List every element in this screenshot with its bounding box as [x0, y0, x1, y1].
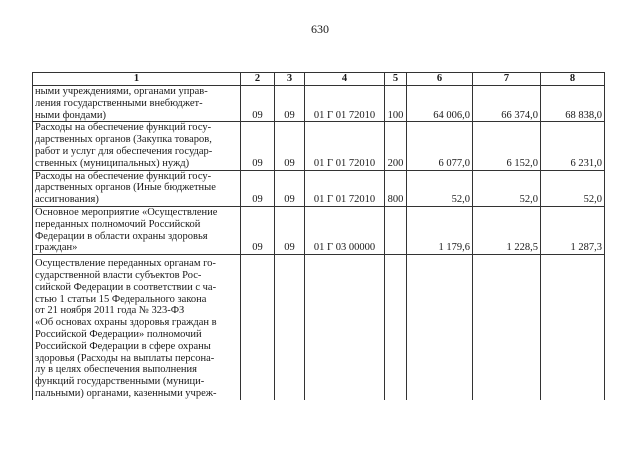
- description-line: ления государственными внебюджет-: [35, 97, 203, 109]
- page-number: 630: [311, 22, 329, 36]
- row-description: [33, 170, 241, 206]
- amount-year-3: [541, 255, 605, 400]
- amount-year-2: 1 228,5: [473, 206, 541, 254]
- section-code: 09: [241, 122, 275, 170]
- subsection-code: 09: [275, 86, 305, 122]
- budget-table: [32, 72, 605, 400]
- description-line: сударственной власти субъектов Рос-: [35, 269, 202, 281]
- description-line: дарственных органов (Закупка товаров,: [35, 134, 212, 146]
- description-line: «Об основах охраны здоровья граждан в: [35, 317, 217, 329]
- description-line: Федерации в области охраны здоровья: [35, 230, 208, 242]
- description-line: здоровья (Расходы на выплаты персона-: [35, 352, 215, 364]
- amount-year-1: 52,0: [407, 170, 473, 206]
- amount-year-3: 1 287,3: [541, 206, 605, 254]
- description-line: Расходы на обеспечение функций госу-: [35, 122, 212, 134]
- column-header: 3: [275, 73, 305, 86]
- table-row: [33, 170, 605, 206]
- expense-type-code: 800: [385, 170, 407, 206]
- description-line: ными учреждениями, органами управ-: [35, 86, 208, 97]
- amount-year-1: [407, 255, 473, 400]
- description-line: стью 1 статьи 15 Федерального закона: [35, 293, 207, 305]
- column-header: 8: [541, 73, 605, 86]
- amount-year-2: 6 152,0: [473, 122, 541, 170]
- section-code: 09: [241, 86, 275, 122]
- description-line: Российской Федерации» полномочий: [35, 328, 202, 340]
- target-article-code: 01 Г 01 72010: [305, 122, 385, 170]
- amount-year-1: 6 077,0: [407, 122, 473, 170]
- description-line: дарственных органов (Иные бюджетные: [35, 182, 216, 194]
- description-line: граждан»: [35, 242, 78, 254]
- amount-year-3: 6 231,0: [541, 122, 605, 170]
- amount-year-1: 1 179,6: [407, 206, 473, 254]
- column-header: 1: [33, 73, 241, 86]
- target-article-code: 01 Г 03 00000: [305, 206, 385, 254]
- expense-type-code: 100: [385, 86, 407, 122]
- description-line: переданных полномочий Российской: [35, 218, 201, 230]
- amount-year-3: 68 838,0: [541, 86, 605, 122]
- description-line: Основное мероприятие «Осуществление: [35, 206, 218, 218]
- table-row: [33, 122, 605, 170]
- column-header: 2: [241, 73, 275, 86]
- column-header: 7: [473, 73, 541, 86]
- amount-year-2: 66 374,0: [473, 86, 541, 122]
- description-line: работ и услуг для обеспечения государ-: [35, 145, 213, 157]
- description-line: от 21 ноября 2011 года № 323-ФЗ: [35, 305, 185, 317]
- table-row: [33, 86, 605, 122]
- table-row: [33, 255, 605, 400]
- description-line: ными фондами): [35, 109, 106, 121]
- row-description: [33, 255, 241, 400]
- column-header: 5: [385, 73, 407, 86]
- section-code: 09: [241, 170, 275, 206]
- column-header: 4: [305, 73, 385, 86]
- column-header: 6: [407, 73, 473, 86]
- section-code: [241, 255, 275, 400]
- table-header-row: [33, 73, 605, 86]
- description-line: ственных (муниципальных) нужд): [35, 157, 190, 169]
- target-article-code: 01 Г 01 72010: [305, 86, 385, 122]
- subsection-code: 09: [275, 206, 305, 254]
- description-line: ассигнования): [35, 194, 99, 206]
- description-line: функций государственными (муници-: [35, 376, 205, 388]
- expense-type-code: 200: [385, 122, 407, 170]
- expense-type-code: [385, 206, 407, 254]
- description-line: Расходы на обеспечение функций госу-: [35, 170, 212, 182]
- row-description: [33, 86, 241, 122]
- description-line: лу в целях обеспечения выполнения: [35, 364, 197, 376]
- description-line: Осуществление переданных органам го-: [35, 258, 216, 270]
- subsection-code: [275, 255, 305, 400]
- amount-year-1: 64 006,0: [407, 86, 473, 122]
- target-article-code: 01 Г 01 72010: [305, 170, 385, 206]
- amount-year-2: 52,0: [473, 170, 541, 206]
- table-row: [33, 206, 605, 254]
- description-line: пальными) органами, казенными учреж-: [35, 387, 217, 399]
- section-code: 09: [241, 206, 275, 254]
- description-line: сийской Федерации в соответствии с ча-: [35, 281, 217, 293]
- row-description: [33, 206, 241, 254]
- target-article-code: [305, 255, 385, 400]
- expense-type-code: [385, 255, 407, 400]
- amount-year-3: 52,0: [541, 170, 605, 206]
- amount-year-2: [473, 255, 541, 400]
- description-line: Российской Федерации в сфере охраны: [35, 340, 211, 352]
- subsection-code: 09: [275, 122, 305, 170]
- subsection-code: 09: [275, 170, 305, 206]
- row-description: [33, 122, 241, 170]
